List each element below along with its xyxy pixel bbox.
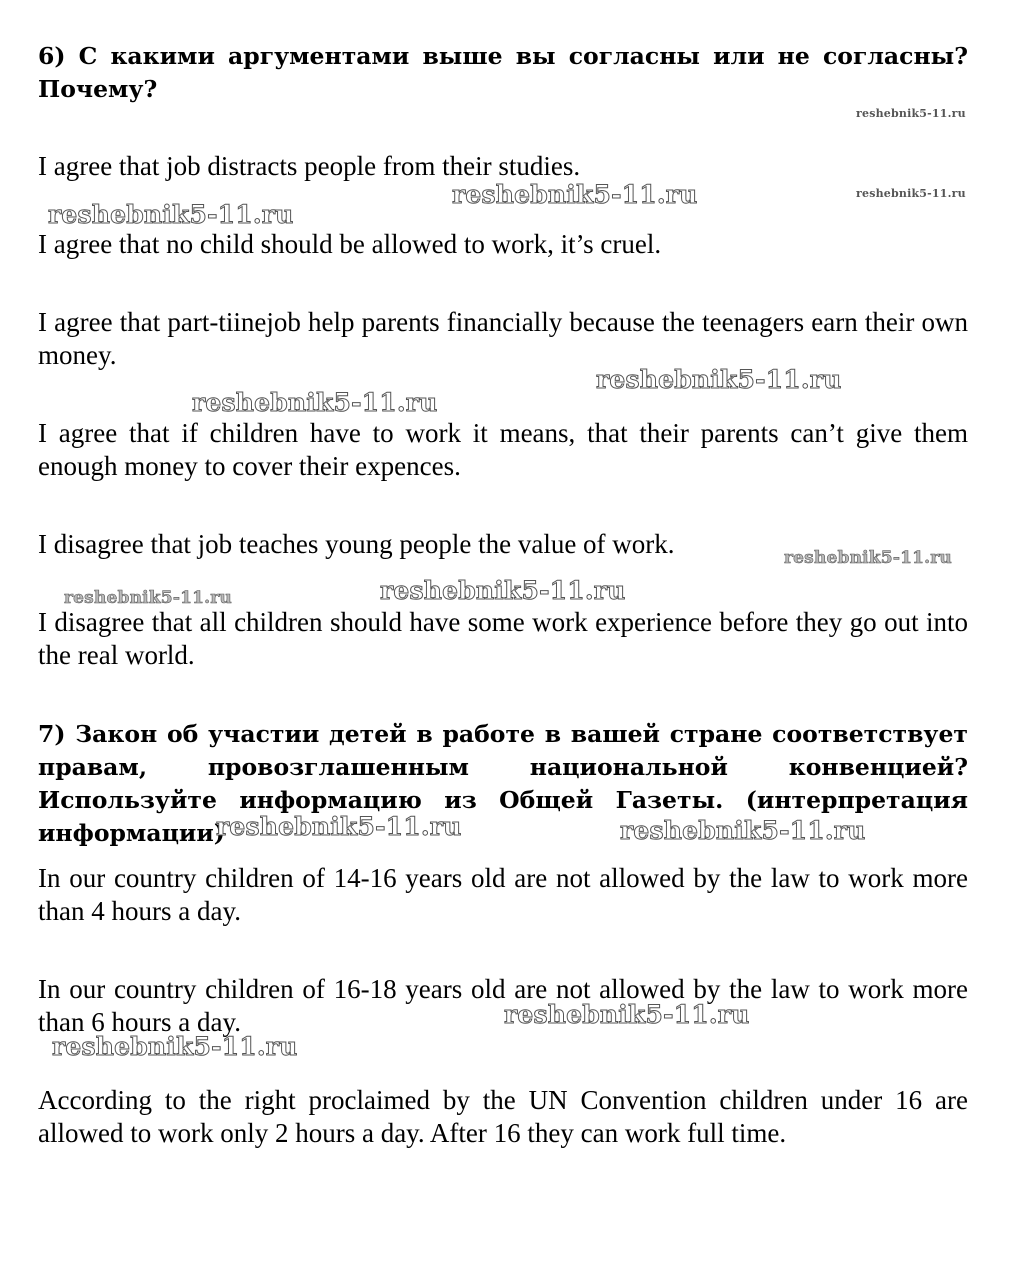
watermark: reshebnik5-11.ru bbox=[856, 107, 966, 120]
watermark: reshebnik5-11.ru bbox=[856, 187, 966, 200]
watermark: reshebnik5-11.ru bbox=[52, 1032, 298, 1061]
watermark: reshebnik5-11.ru bbox=[504, 1000, 750, 1029]
answer-7-3: According to the right proclaimed by the UN Convention children under 16 are allowed to work only 2 hours a day. After 16 they can work full time. bbox=[38, 1085, 968, 1148]
watermark: reshebnik5-11.ru bbox=[64, 588, 232, 608]
section-7-heading: 7) Закон об участии детей в работе в вашей стране соответствует правам, провозглашенным национальной конвенцией? Используйте информацию из Общей Газеты. (интерпретация информации) bbox=[38, 720, 968, 847]
watermark: reshebnik5-11.ru bbox=[596, 365, 842, 394]
answer-7-1: In our country children of 14-16 years old are not allowed by the law to work more than 4 hours a day. bbox=[38, 863, 968, 926]
watermark: reshebnik5-11.ru bbox=[192, 388, 438, 417]
answer-6-6: I disagree that all children should have some work experience before they go out into the real world. bbox=[38, 607, 968, 670]
watermark: reshebnik5-11.ru bbox=[48, 200, 294, 229]
answer-6-5: I disagree that job teaches young people the value of work. bbox=[38, 529, 675, 559]
answer-6-4: I agree that if children have to work it means, that their parents can’t give them enough money to cover their expences. bbox=[38, 418, 968, 481]
answer-6-3: I agree that part-tiinejob help parents financially because the teenagers earn their own money. bbox=[38, 307, 968, 370]
answer-7-2: In our country children of 16-18 years old are not allowed by the law to work more than 6 hours a day. bbox=[38, 974, 968, 1037]
watermark: reshebnik5-11.ru bbox=[620, 816, 866, 845]
section-6-heading: 6) С какими аргументами выше вы согласны или не согласны? Почему? bbox=[38, 42, 968, 103]
answer-6-2: I agree that no child should be allowed to work, it’s cruel. bbox=[38, 229, 662, 259]
answer-6-1: I agree that job distracts people from their studies. bbox=[38, 151, 581, 181]
watermark: reshebnik5-11.ru bbox=[216, 812, 462, 841]
watermark: reshebnik5-11.ru bbox=[380, 576, 626, 605]
watermark: reshebnik5-11.ru bbox=[784, 548, 952, 568]
watermark: reshebnik5-11.ru bbox=[452, 180, 698, 209]
